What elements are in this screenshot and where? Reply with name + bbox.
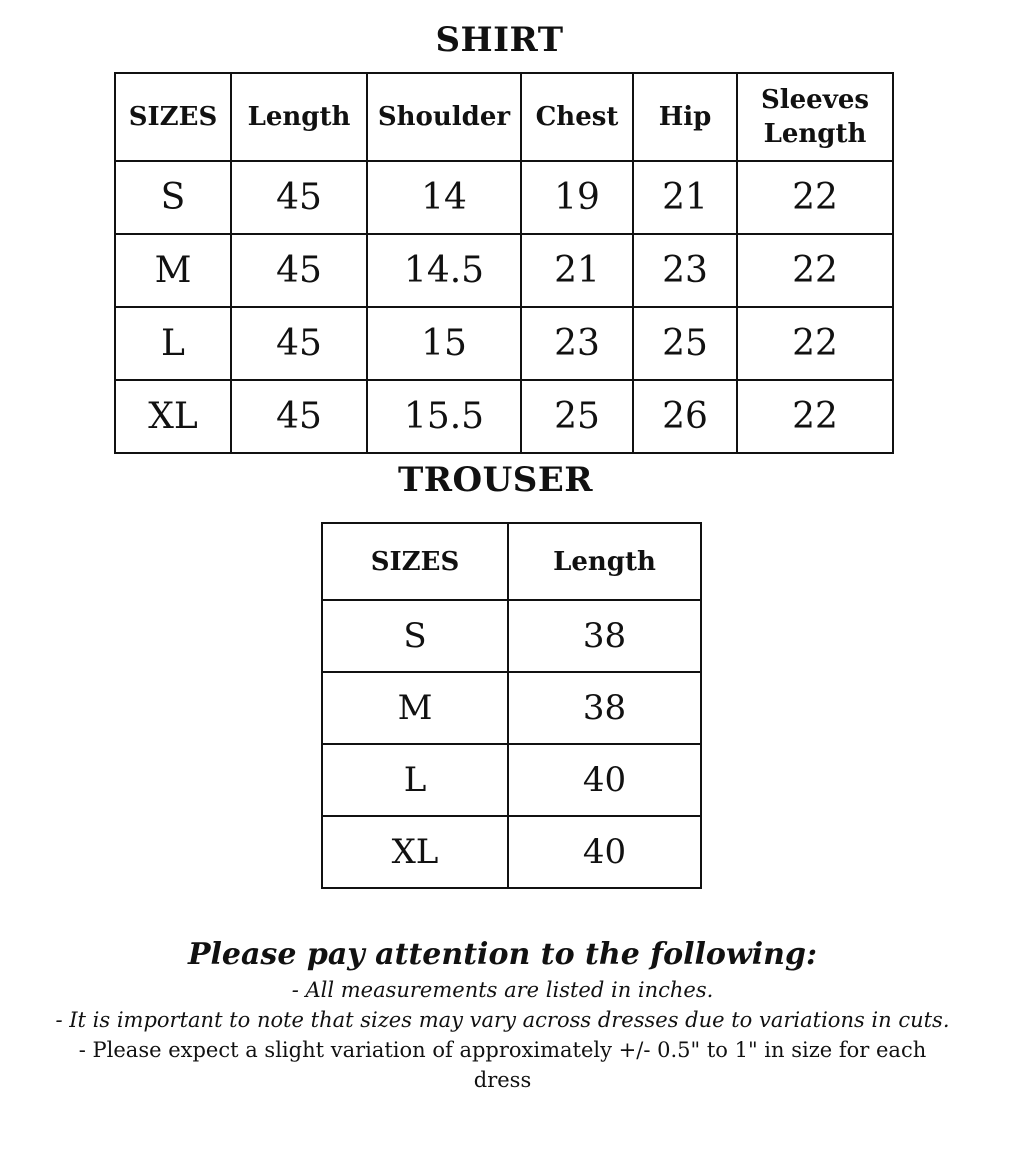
trouser-header-sizes: SIZES — [322, 523, 508, 600]
shirt-header-sleeves-length: Sleeves Length — [737, 73, 893, 161]
shoulder-cell: 14.5 — [367, 234, 521, 307]
hip-cell: 21 — [633, 161, 737, 234]
sleeves-length-cell: 22 — [737, 307, 893, 380]
table-row — [115, 380, 893, 453]
trouser-header-length: Length — [508, 523, 701, 600]
size-cell: S — [322, 600, 508, 672]
size-cell: M — [322, 672, 508, 744]
notes-heading: Please pay attention to the following: — [187, 937, 818, 972]
shirt-header-row — [115, 73, 893, 161]
size-cell: L — [115, 307, 231, 380]
hip-cell: 25 — [633, 307, 737, 380]
length-cell: 40 — [508, 816, 701, 888]
table-row — [322, 672, 701, 744]
length-cell: 45 — [231, 234, 367, 307]
size-cell: XL — [115, 380, 231, 453]
chest-cell: 21 — [521, 234, 633, 307]
shirt-header-shoulder: Shoulder — [367, 73, 521, 161]
length-cell: 45 — [231, 380, 367, 453]
trouser-size-table — [321, 522, 702, 889]
length-cell: 45 — [231, 161, 367, 234]
chest-cell: 19 — [521, 161, 633, 234]
table-row — [322, 744, 701, 816]
sleeves-length-cell: 22 — [737, 234, 893, 307]
size-cell: L — [322, 744, 508, 816]
sleeves-length-cell: 22 — [737, 161, 893, 234]
note-measurements-inches: - All measurements are listed in inches. — [291, 978, 714, 1002]
hip-cell: 26 — [633, 380, 737, 453]
shirt-title: SHIRT — [435, 20, 564, 60]
shirt-header-hip: Hip — [633, 73, 737, 161]
trouser-title: TROUSER — [397, 460, 594, 500]
size-cell: XL — [322, 816, 508, 888]
note-slight-variation: - Please expect a slight variation of approximately +/- 0.5" to 1" in size for each dress — [78, 1038, 927, 1092]
shirt-header-sizes: SIZES — [115, 73, 231, 161]
shirt-size-table — [114, 72, 894, 454]
chest-cell: 23 — [521, 307, 633, 380]
sleeves-length-cell: 22 — [737, 380, 893, 453]
table-row — [115, 307, 893, 380]
size-cell: S — [115, 161, 231, 234]
table-row — [322, 600, 701, 672]
shirt-header-chest: Chest — [521, 73, 633, 161]
length-cell: 40 — [508, 744, 701, 816]
table-row — [322, 816, 701, 888]
table-row — [115, 161, 893, 234]
length-cell: 38 — [508, 672, 701, 744]
shoulder-cell: 15.5 — [367, 380, 521, 453]
length-cell: 38 — [508, 600, 701, 672]
trouser-header-row — [322, 523, 701, 600]
shirt-header-length: Length — [231, 73, 367, 161]
shoulder-cell: 15 — [367, 307, 521, 380]
notes-section — [0, 935, 1005, 1095]
shoulder-cell: 14 — [367, 161, 521, 234]
table-row — [115, 234, 893, 307]
length-cell: 45 — [231, 307, 367, 380]
chest-cell: 25 — [521, 380, 633, 453]
size-cell: M — [115, 234, 231, 307]
hip-cell: 23 — [633, 234, 737, 307]
note-size-variation-cuts: - It is important to note that sizes may vary across dresses due to variations in cuts. — [55, 1008, 950, 1032]
